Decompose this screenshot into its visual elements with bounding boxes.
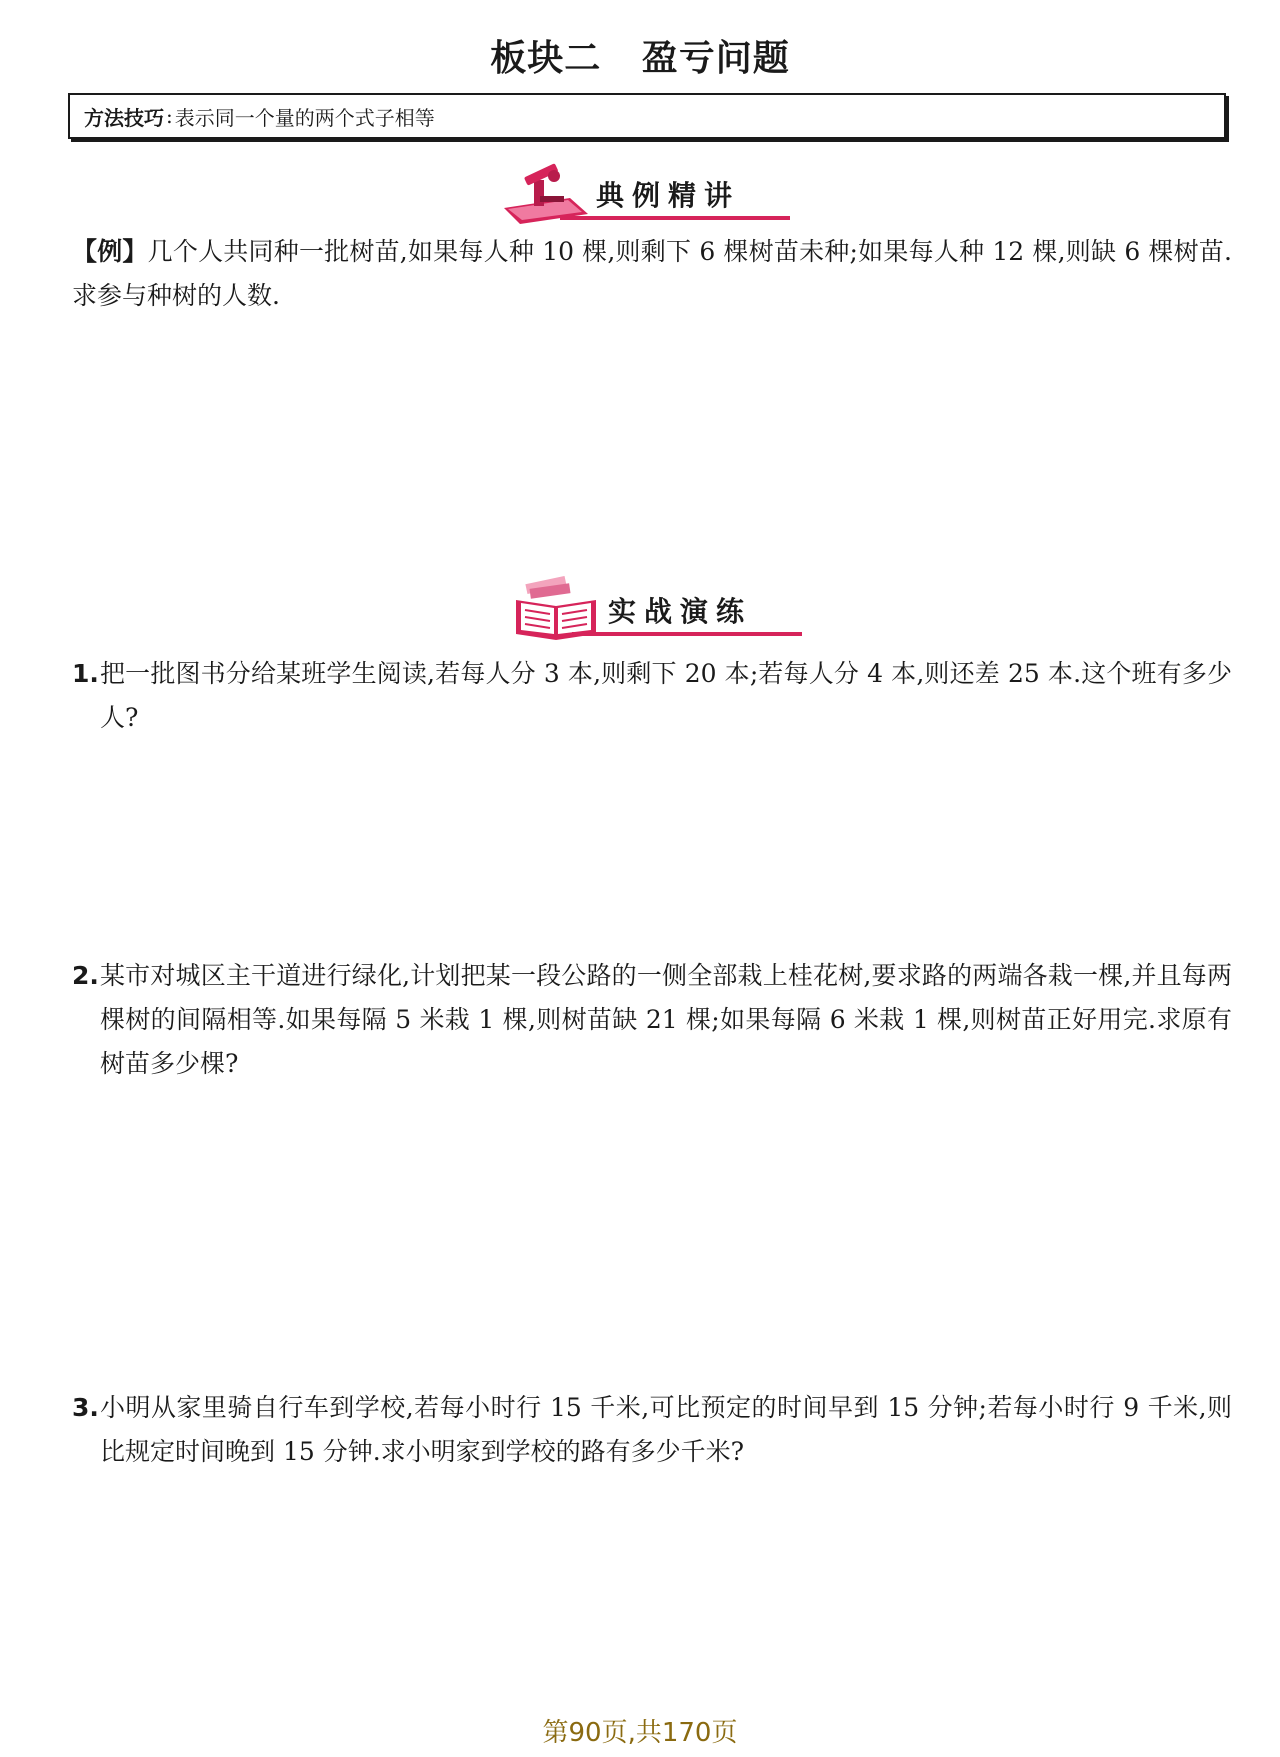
method-separator: :: [166, 104, 173, 128]
example-section-title: 典例精讲: [596, 179, 741, 212]
problem-number: 3.: [72, 1393, 99, 1422]
practice-section-underline: [572, 632, 802, 636]
practice-problem-3: [72, 1386, 1232, 1474]
problem-text: 把一批图书分给某班学生阅读,若每人分 3 本,则剩下 20 本;若每人分 4 本,则还差 25 本.这个班有多少人?: [100, 659, 1232, 732]
practice-problem-1: [72, 652, 1232, 740]
practice-section-header: [512, 576, 832, 646]
example-tag: 【例】: [72, 237, 148, 266]
method-tip-box: [68, 93, 1226, 139]
example-section-underline: [560, 216, 790, 220]
page-footer: 第90页,共170页: [542, 1718, 738, 1748]
example-section-header: [500, 160, 820, 230]
method-label: 方法技巧: [84, 105, 164, 130]
problem-text: 某市对城区主干道进行绿化,计划把某一段公路的一侧全部栽上桂花树,要求路的两端各栽一棵,并且每两棵树的间隔相等.如果每隔 5 米栽 1 棵,则树苗缺 21 棵;如果每隔 6 米栽 1 棵,则树苗正好用完.求原有树苗多少棵?: [100, 961, 1232, 1078]
page-title: 板块二 盈亏问题: [490, 37, 790, 79]
problem-number: 1.: [72, 659, 99, 688]
example-text: 几个人共同种一批树苗,如果每人种 10 棵,则剩下 6 棵树苗未种;如果每人种 12 棵,则缺 6 棵树苗.求参与种树的人数.: [72, 237, 1232, 310]
example-problem: [72, 230, 1232, 318]
practice-problem-2: [72, 954, 1232, 1086]
practice-section-title: 实战演练: [608, 595, 753, 628]
problem-number: 2.: [72, 961, 99, 990]
problem-text: 小明从家里骑自行车到学校,若每小时行 15 千米,可比预定的时间早到 15 分钟;若每小时行 9 千米,则比规定时间晚到 15 分钟.求小明家到学校的路有多少千米?: [100, 1393, 1232, 1466]
method-text: 表示同一个量的两个式子相等: [174, 105, 435, 130]
